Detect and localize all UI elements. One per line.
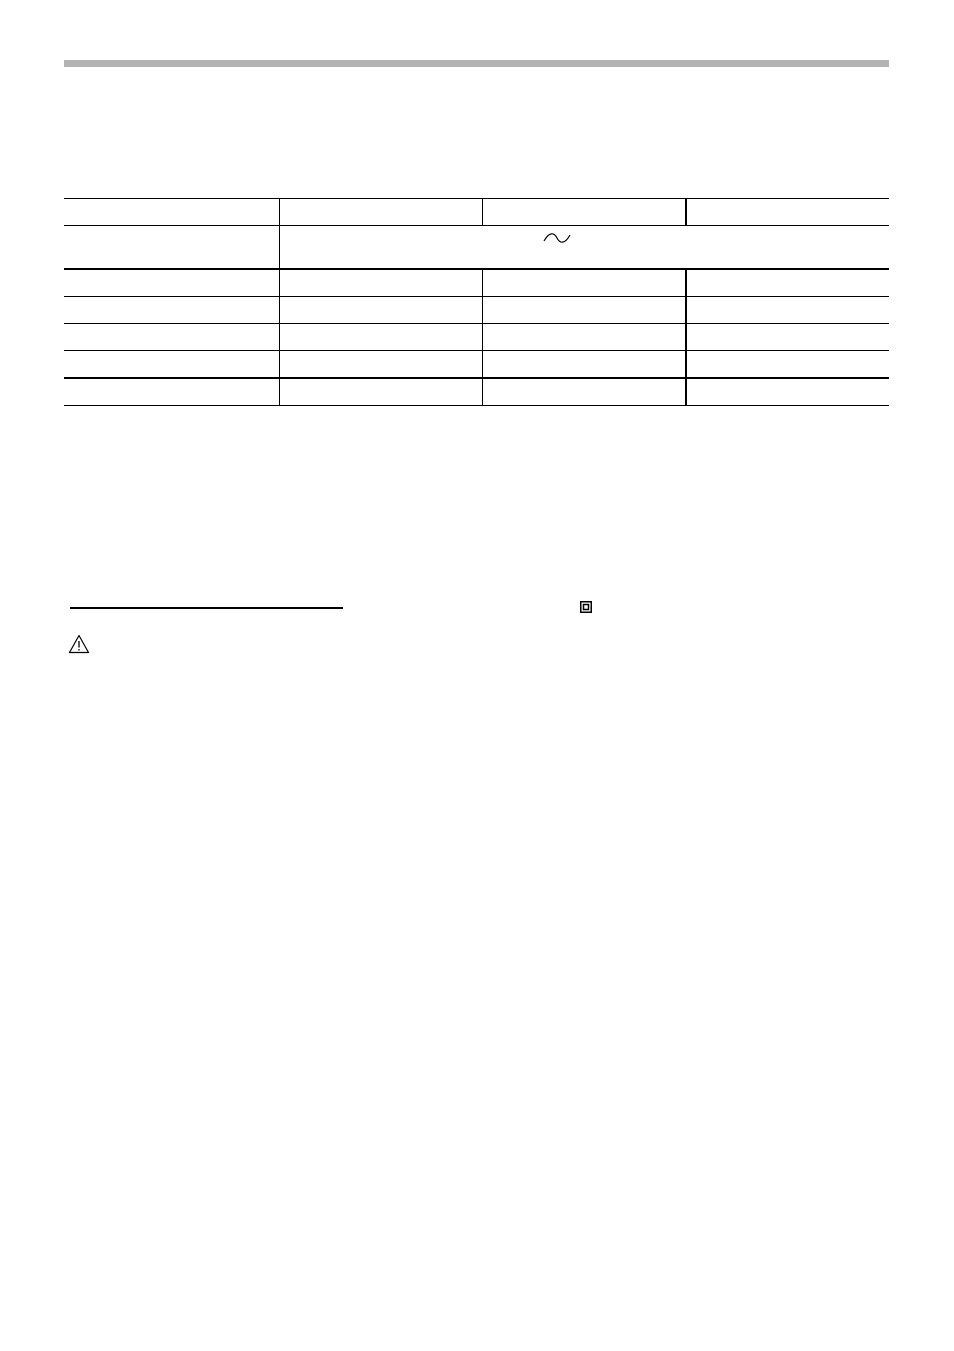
table-column-divider <box>482 269 483 406</box>
table-rule-bottom <box>64 405 889 406</box>
table-rule <box>64 350 889 351</box>
table-column-divider <box>279 269 280 406</box>
table-rule-top <box>64 198 889 199</box>
table-rule-thick <box>64 268 889 270</box>
header-rule <box>64 60 889 67</box>
table-rule <box>64 323 889 324</box>
table-column-divider <box>685 269 687 406</box>
specifications-table <box>64 198 889 406</box>
section-heading-underline <box>70 607 343 609</box>
warning-triangle-icon <box>68 634 90 654</box>
table-column-divider <box>482 198 483 226</box>
table-rule-thick <box>64 377 889 379</box>
table-column-divider <box>279 226 280 269</box>
tilde-icon <box>542 230 572 246</box>
table-column-divider <box>279 198 280 226</box>
table-column-divider <box>685 198 687 226</box>
table-rule <box>64 296 889 297</box>
double-square-icon <box>580 601 592 613</box>
table-rule <box>64 225 889 226</box>
